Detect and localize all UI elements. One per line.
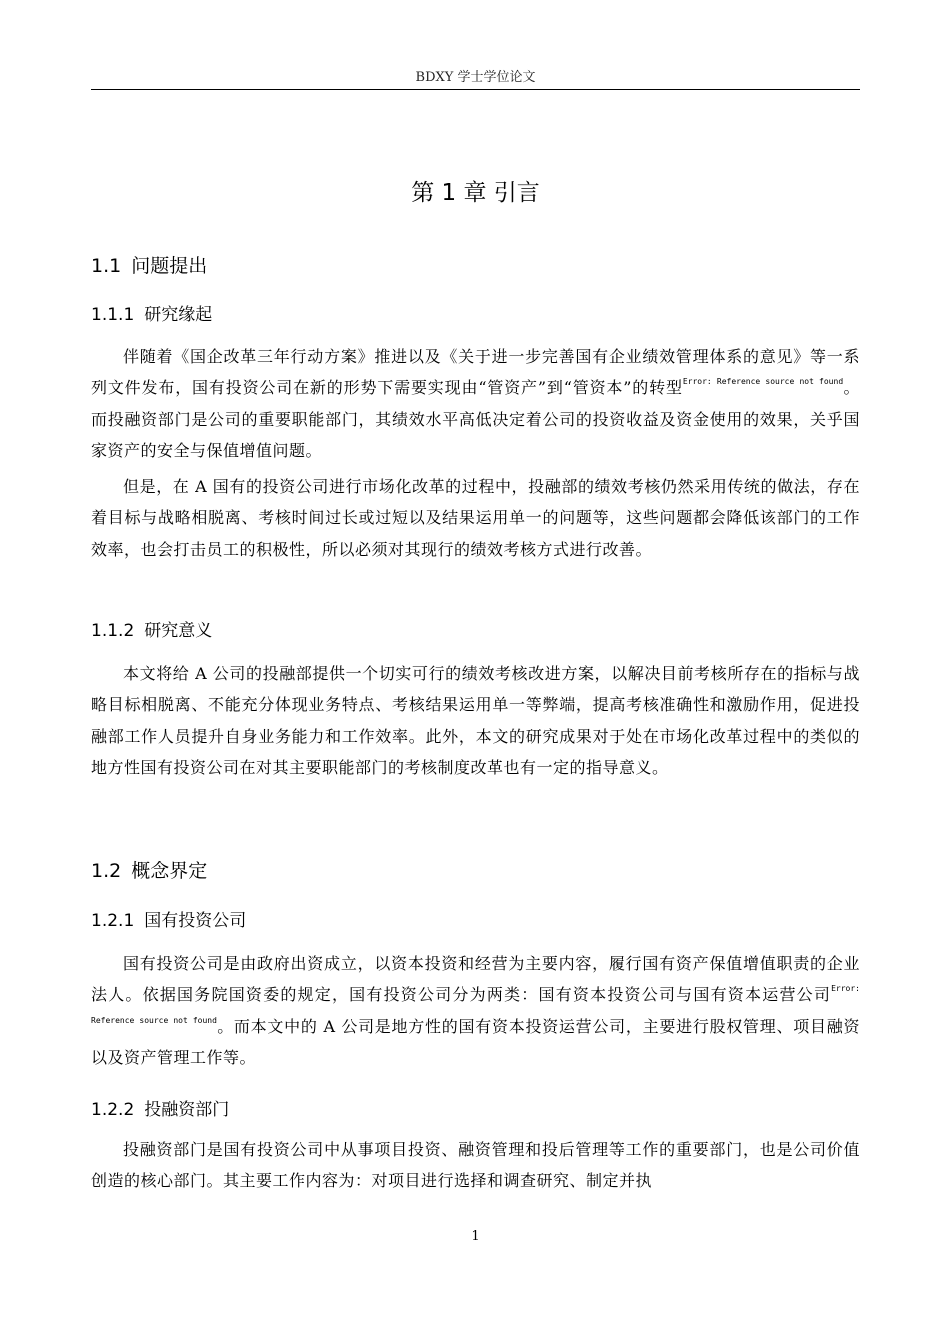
subsection-title: 研究缘起 (144, 305, 213, 325)
subsection-heading-1-1-1 (91, 302, 212, 328)
subsection-title: 投融资部门 (144, 1100, 230, 1120)
paragraph-text: 。而本文中的 A 公司是地方性的国有资本投资运营公司，主要进行股权管理、项目融资以及资产管理工作等。 (91, 1016, 860, 1067)
paragraph-1-2-1 (91, 948, 860, 1073)
paragraph-1-1-1-b: 但是，在 A 国有的投资公司进行市场化改革的过程中，投融部的绩效考核仍然采用传统的做法，存在着目标与战略相脱离、考核时间过长或过短以及结果运用单一的问题等，这些问题都会降低该部门的工作效率，也会打击员工的积极性，所以必须对其现行的绩效考核方式进行改善。 (91, 477, 860, 559)
subsection-number: 1.1.1 (91, 305, 135, 325)
paragraph-1-1-2: 本文将给 A 公司的投融部提供一个切实可行的绩效考核改进方案，以解决目前考核所存在的指标与战略目标相脱离、不能充分体现业务特点、考核结果运用单一等弊端，提高考核准确性和激励作用，促进投融部工作人员提升自身业务能力和工作效率。此外，本文的研究成果对于处在市场化改革过程中的类似的地方性国有投资公司在对其主要职能部门的考核制度改革也有一定的指导意义。 (91, 664, 860, 777)
reference-error-marker: Error: Reference source not found (91, 984, 860, 1025)
running-header-title: BDXY 学士学位论文 (415, 70, 536, 85)
subsection-title: 国有投资公司 (144, 911, 247, 931)
subsection-number: 1.1.2 (91, 621, 135, 641)
section-title: 概念界定 (131, 860, 208, 882)
paragraph-1-1-1-a (91, 341, 860, 466)
subsection-title: 研究意义 (144, 621, 213, 641)
running-header (91, 70, 860, 90)
paragraph-text: 国有投资公司是由政府出资成立，以资本投资和经营为主要内容，履行国有资产保值增值职责的企业法人。依据国务院国资委的规定，国有投资公司分为两类：国有资本投资公司与国有资本运营公司 (91, 954, 860, 1005)
reference-error-marker: Error: Reference source not found (682, 377, 844, 387)
section-heading-1-1 (91, 252, 207, 280)
subsection-number: 1.2.2 (91, 1100, 135, 1120)
subsection-number: 1.2.1 (91, 911, 135, 931)
paragraph-1-2-2: 投融资部门是国有投资公司中从事项目投资、融资管理和投后管理等工作的重要部门，也是公司价值创造的核心部门。其主要工作内容为：对项目进行选择和调查研究、制定并执 (91, 1140, 860, 1191)
paragraph-text: 。而投融资部门是公司的重要职能部门，其绩效水平高低决定着公司的投资收益及资金使用的效果，关乎国家资产的安全与保值增值问题。 (91, 378, 860, 460)
section-title: 问题提出 (131, 255, 208, 277)
section-heading-1-2 (91, 857, 207, 885)
chapter-title: 第 1 章 引言 (411, 180, 540, 206)
subsection-heading-1-1-2 (91, 618, 212, 644)
section-number: 1.1 (91, 255, 122, 277)
paragraph-text: 伴随着《国企改革三年行动方案》推进以及《关于进一步完善国有企业绩效管理体系的意见》等一系列文件发布，国有投资公司在新的形势下需要实现由“管资产”到“管资本”的转型 (91, 347, 860, 398)
page-number: 1 (471, 1229, 480, 1244)
section-number: 1.2 (91, 860, 122, 882)
subsection-heading-1-2-1 (91, 908, 246, 934)
subsection-heading-1-2-2 (91, 1097, 229, 1123)
